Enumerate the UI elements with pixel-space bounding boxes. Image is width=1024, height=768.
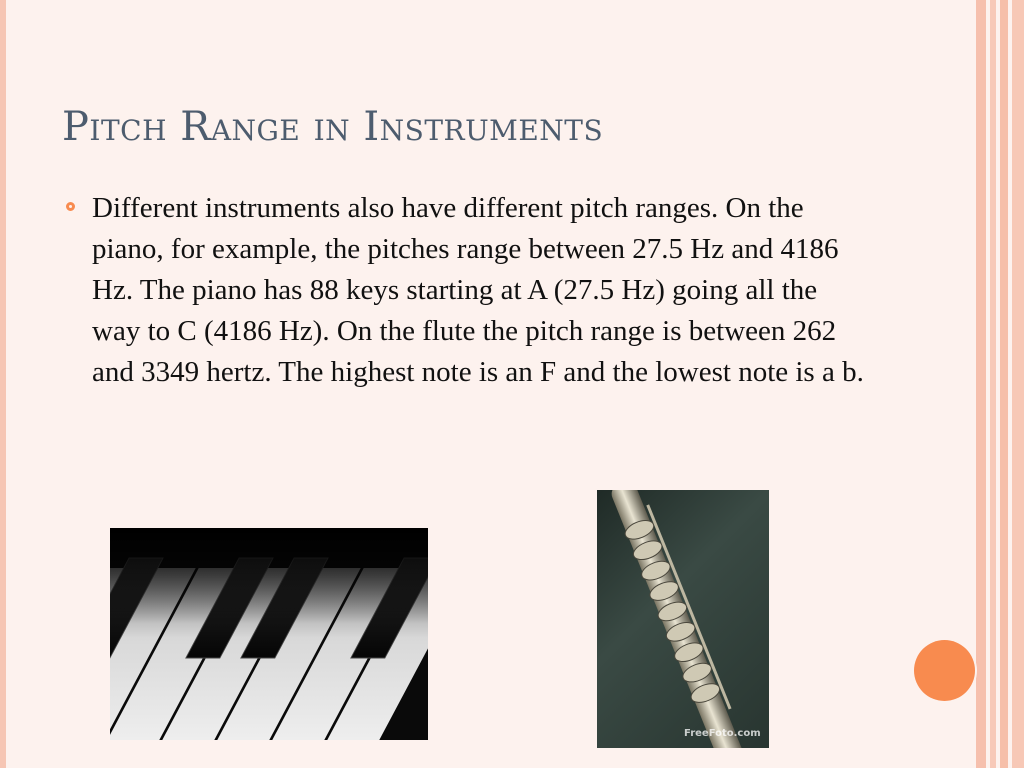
right-border-stripe: [990, 0, 996, 768]
flute-image: [597, 490, 769, 748]
image-watermark: FreeFoto.com: [684, 728, 761, 739]
right-border-stripe: [1000, 0, 1008, 768]
piano-keys-icon: [110, 528, 428, 740]
decorative-circle: [914, 640, 975, 701]
bullet-text: Different instruments also have different pitch ranges. On the piano, for example, the pitches range between 27.5 Hz and 4186 Hz. The piano has 88 keys starting at A (27.5 Hz) going all the way to C (4186 Hz). On the flute the pitch range is between 262 and 3349 hertz. The highest note is an F and the lowest note is a b.: [92, 192, 864, 388]
right-border-stripe: [1012, 0, 1024, 768]
flute-icon: [597, 490, 769, 748]
right-border-stripe: [976, 0, 986, 768]
slide-title: Pitch Range in Instruments: [62, 104, 604, 150]
left-border-stripe: [0, 0, 6, 768]
bullet-icon: [66, 202, 75, 211]
piano-keys-image: [110, 528, 428, 740]
